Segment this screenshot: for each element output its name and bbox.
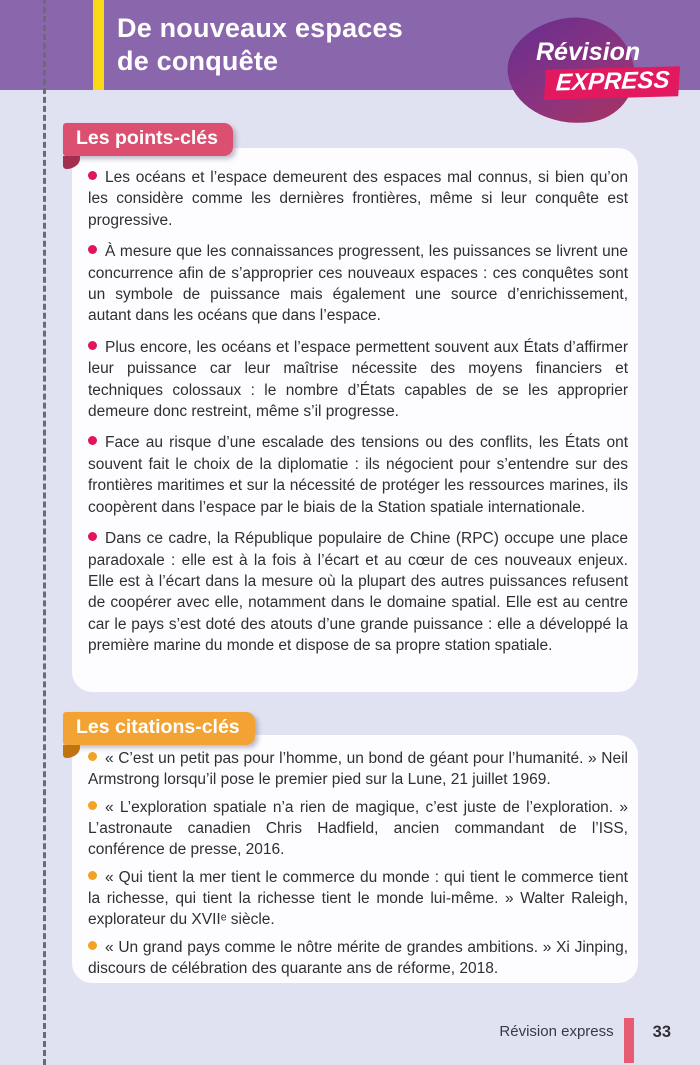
bullet-dot — [88, 871, 97, 880]
footer-page-number: 33 — [652, 1023, 671, 1041]
revision-express-logo — [500, 12, 680, 132]
citation-text: « C’est un petit pas pour l’homme, un bond de géant pour l’humanité. » Neil Armstrong lorsqu’il pose le premier pied sur la Lune, 21 juillet 1969. — [88, 750, 628, 788]
bullet-dot — [88, 341, 97, 350]
citation-item — [88, 867, 628, 930]
binding-dashed-line — [43, 0, 46, 1065]
key-point-item — [88, 167, 628, 231]
key-point-text: Les océans et l’espace demeurent des espaces mal connus, si bien qu’on les considère comme les dernières frontières, même si leur conquête est progressive. — [88, 169, 628, 229]
bullet-dot — [88, 436, 97, 445]
footer-label: Révision express — [499, 1023, 614, 1040]
page-footer — [499, 1018, 671, 1063]
key-points-card — [72, 148, 638, 692]
page-title-line2: de conquête — [117, 46, 279, 76]
citation-text: « Qui tient la mer tient le commerce du monde : qui tient le commerce tient la richesse, qui tient la richesse tient le monde lui-même. » Walter Raleigh, explorateur du XVIIᵉ siècle. — [88, 869, 628, 928]
bullet-dot — [88, 171, 97, 180]
key-point-item — [88, 241, 628, 327]
header-accent-bar — [93, 0, 104, 90]
page-title-line1: De nouveaux espaces — [117, 13, 403, 43]
key-point-item — [88, 432, 628, 518]
key-point-text: Dans ce cadre, la République populaire de Chine (RPC) occupe une place paradoxale : elle est à la fois à l’écart et au cœur de ces nouveaux enjeux. Elle est à l’écart dans la mesure où la plupart des autres puissances refusent de coopérer avec elle, notamment dans le domaine spatial. Elle est au centre car le pays s’est doté des atouts d’une grande puissance : elle a développé la première marine du monde et dispose de sa propre station spatiale. — [88, 530, 628, 655]
logo-express-badge: EXPRESS — [544, 66, 680, 100]
bullet-dot — [88, 532, 97, 541]
citation-text: « Un grand pays comme le nôtre mérite de grandes ambitions. » Xi Jinping, discours de célébration des quarante ans de réforme, 2018. — [88, 939, 628, 977]
section-banner-points — [63, 123, 233, 156]
section-banner-points-label: Les points-clés — [76, 127, 218, 149]
section-banner-citations-label: Les citations-clés — [76, 716, 240, 738]
key-point-text: À mesure que les connaissances progressent, les puissances se livrent une concurrence afin de s’approprier ces nouveaux espaces : ces conquêtes sont un symbole de puissance mais également une source d’enrichissement, autant dans les océans que dans l’espace. — [88, 243, 628, 325]
logo-revision-text: Révision — [536, 38, 641, 66]
key-point-item — [88, 528, 628, 656]
bullet-dot — [88, 801, 97, 810]
page-title — [117, 12, 403, 78]
key-point-text: Plus encore, les océans et l’espace permettent souvent aux États d’affirmer leur puissance car leur maîtrise nécessite des moyens financiers et techniques colossaux : le nombre d’États capables de se les approprier demeure donc restreint, même s’il progresse. — [88, 338, 628, 421]
key-point-text: Face au risque d’une escalade des tensions ou des conflits, les États ont souvent fait le choix de la diplomatie : ils négocient pour s’entendre sur des frontières maritimes et sur la nécessité de protéger les ressources marines, ils coopèrent dans l’espace par le biais de la Station spatiale internationale. — [88, 434, 628, 516]
citations-card — [72, 735, 638, 983]
bullet-dot — [88, 941, 97, 950]
citation-item — [88, 748, 628, 790]
citation-item — [88, 797, 628, 860]
section-banner-citations — [63, 712, 255, 745]
bullet-dot — [88, 752, 97, 761]
citation-text: « L’exploration spatiale n’a rien de magique, c’est juste de l’exploration. » L’astronaute canadien Chris Hadfield, ancien commandant de l’ISS, conférence de presse, 2016. — [88, 799, 628, 858]
footer-divider-bar — [624, 1018, 634, 1063]
key-point-item — [88, 337, 628, 423]
citation-item — [88, 937, 628, 979]
bullet-dot — [88, 245, 97, 254]
